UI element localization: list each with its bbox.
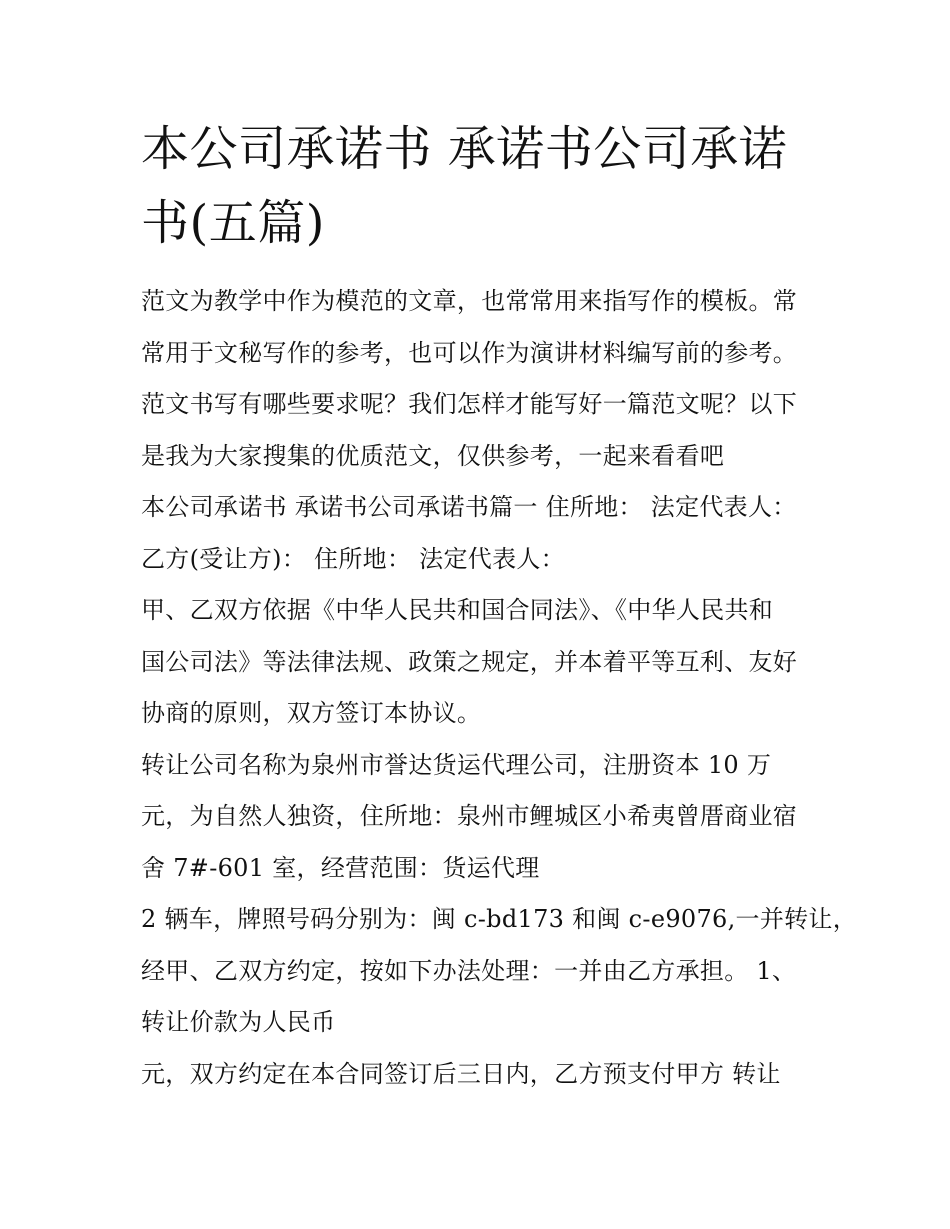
title-line: 本公司承诺书 承诺书公司承诺 bbox=[141, 121, 788, 177]
title-line: 书(五篇) bbox=[141, 195, 325, 251]
document-content bbox=[141, 112, 858, 1100]
body-line: 国公司法》等法律法规、政策之规定，并本着平等互利、友好 bbox=[141, 647, 798, 676]
body-line: 元，为自然人独资，住所地：泉州市鲤城区小希夷曾厝商业宿 bbox=[141, 802, 798, 830]
body-line: 常用于文秘写作的参考，也可以作为演讲材料编写前的参考。 bbox=[141, 338, 798, 367]
body-line: 舍 7#-601 室，经营范围：货运代理 bbox=[141, 853, 540, 882]
body-line: 范文为教学中作为模范的文章，也常常用来指写作的模板。常 bbox=[141, 287, 798, 315]
body-line: 是我为大家搜集的优质范文，仅供参考，一起来看看吧 bbox=[141, 441, 725, 470]
document-body bbox=[141, 276, 858, 1100]
body-line: 转让公司名称为泉州市誉达货运代理公司，注册资本 10 万 bbox=[141, 750, 772, 779]
body-line: 乙方(受让方)： 住所地： 法定代表人： bbox=[141, 544, 565, 573]
body-line: 协商的原则，双方签订本协议。 bbox=[141, 699, 482, 727]
body-line: 转让价款为人民币 bbox=[141, 1008, 336, 1036]
body-line: 本公司承诺书 承诺书公司承诺书篇一 住所地： 法定代表人： bbox=[141, 493, 797, 521]
body-line: 元，双方约定在本合同签订后三日内，乙方预支付甲方 转让 bbox=[141, 1059, 781, 1088]
body-line: 范文书写有哪些要求呢？我们怎样才能写好一篇范文呢？以下 bbox=[141, 390, 798, 418]
body-line: 经甲、乙双方约定，按如下办法处理：一并由乙方承担。 1、 bbox=[141, 956, 797, 985]
body-line: 甲、乙双方依据《中华人民共和国合同法》、《中华人民共和 bbox=[141, 596, 774, 624]
body-line: 2 辆车，牌照号码分别为：闽 c-bd173 和闽 c-e9076,一并转让， bbox=[141, 905, 858, 933]
document-title bbox=[141, 112, 813, 260]
